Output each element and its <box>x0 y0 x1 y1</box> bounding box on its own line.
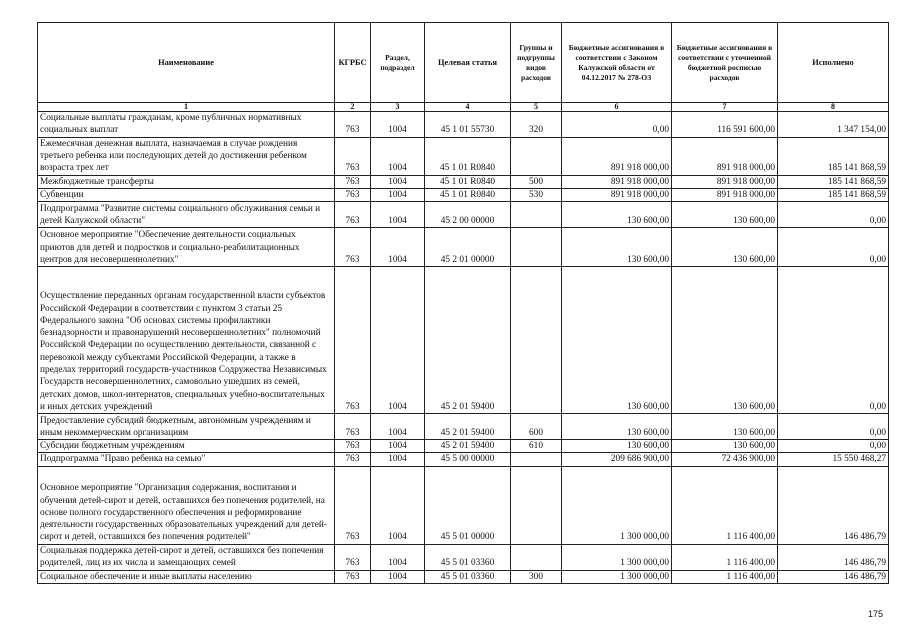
cell-name: Ежемесячная денежная выплата, назначаемая в случае рождения третьего ребенка или последующих детей до достижения ребенком возраста трех лет <box>38 137 335 175</box>
header-assign-law: Бюджетные ассигнования в соответствии с Законом Калужской области от 04.12.2017 № 278-ОЗ <box>562 23 672 103</box>
cell-law: 0,00 <box>562 112 672 138</box>
cell-kgrbs: 763 <box>335 440 371 453</box>
cell-adjusted: 130 600,00 <box>672 414 778 440</box>
cell-executed: 0,00 <box>778 202 889 228</box>
cell-executed: 0,00 <box>778 228 889 267</box>
cell-name: Предоставление субсидий бюджетным, автономным учреждениям и иным некоммерческим организациям <box>38 414 335 440</box>
cell-section: 1004 <box>371 228 425 267</box>
cell-kgrbs: 763 <box>335 228 371 267</box>
cell-kgrbs: 763 <box>335 202 371 228</box>
cell-executed: 15 550 468,27 <box>778 453 889 466</box>
cell-law: 130 600,00 <box>562 202 672 228</box>
cell-target: 45 5 00 00000 <box>425 453 511 466</box>
cell-section: 1004 <box>371 112 425 138</box>
table-row <box>38 188 889 201</box>
cell-executed: 185 141 868,59 <box>778 188 889 201</box>
cell-groups <box>511 202 562 228</box>
cell-target: 45 1 01 R0840 <box>425 188 511 201</box>
cell-section: 1004 <box>371 414 425 440</box>
cell-target: 45 2 01 00000 <box>425 228 511 267</box>
cell-name: Субсидии бюджетным учреждениям <box>38 440 335 453</box>
header-target: Целевая статья <box>425 23 511 103</box>
cell-name: Подпрограмма "Развитие системы социального обслуживания семьи и детей Калужской области" <box>38 202 335 228</box>
cell-target: 45 5 01 03360 <box>425 544 511 570</box>
table-row <box>38 175 889 188</box>
cell-kgrbs: 763 <box>335 112 371 138</box>
cell-groups: 600 <box>511 414 562 440</box>
cell-kgrbs: 763 <box>335 544 371 570</box>
cell-law: 130 600,00 <box>562 414 672 440</box>
cell-section: 1004 <box>371 188 425 201</box>
column-number: 6 <box>562 103 672 112</box>
cell-kgrbs: 763 <box>335 414 371 440</box>
table-row <box>38 466 889 544</box>
cell-law: 1 300 000,00 <box>562 466 672 544</box>
cell-adjusted: 130 600,00 <box>672 440 778 453</box>
column-number: 7 <box>672 103 778 112</box>
cell-kgrbs: 763 <box>335 570 371 583</box>
table-row <box>38 267 889 414</box>
budget-table <box>37 22 889 584</box>
cell-groups <box>511 466 562 544</box>
table-body <box>38 112 889 584</box>
cell-executed: 185 141 868,59 <box>778 137 889 175</box>
cell-section: 1004 <box>371 440 425 453</box>
table-row <box>38 137 889 175</box>
cell-target: 45 2 01 59400 <box>425 440 511 453</box>
cell-adjusted: 1 116 400,00 <box>672 570 778 583</box>
cell-executed: 1 347 154,00 <box>778 112 889 138</box>
cell-groups <box>511 544 562 570</box>
table-row <box>38 570 889 583</box>
cell-law: 891 918 000,00 <box>562 137 672 175</box>
column-number-row <box>38 103 889 112</box>
header-executed: Исполнено <box>778 23 889 103</box>
cell-target: 45 5 01 03360 <box>425 570 511 583</box>
cell-law: 130 600,00 <box>562 267 672 414</box>
cell-kgrbs: 763 <box>335 137 371 175</box>
cell-adjusted: 891 918 000,00 <box>672 188 778 201</box>
cell-adjusted: 116 591 600,00 <box>672 112 778 138</box>
cell-adjusted: 891 918 000,00 <box>672 175 778 188</box>
header-name: Наименование <box>38 23 335 103</box>
cell-law: 130 600,00 <box>562 440 672 453</box>
cell-executed: 0,00 <box>778 440 889 453</box>
cell-groups: 300 <box>511 570 562 583</box>
cell-target: 45 1 01 55730 <box>425 112 511 138</box>
cell-kgrbs: 763 <box>335 267 371 414</box>
cell-law: 891 918 000,00 <box>562 188 672 201</box>
cell-target: 45 2 00 00000 <box>425 202 511 228</box>
cell-kgrbs: 763 <box>335 188 371 201</box>
cell-law: 1 300 000,00 <box>562 544 672 570</box>
cell-name: Социальная поддержка детей-сирот и детей, оставшихся без попечения родителей, лиц из их числа и замещающих семей <box>38 544 335 570</box>
cell-name: Подпрограмма "Право ребенка на семью" <box>38 453 335 466</box>
cell-adjusted: 130 600,00 <box>672 267 778 414</box>
cell-adjusted: 130 600,00 <box>672 202 778 228</box>
cell-groups: 320 <box>511 112 562 138</box>
cell-law: 891 918 000,00 <box>562 175 672 188</box>
cell-name: Основное мероприятие "Обеспечение деятельности социальных приютов для детей и подростков и социально-реабилитационных центров для несовершеннолетних" <box>38 228 335 267</box>
table-row <box>38 112 889 138</box>
column-number: 3 <box>371 103 425 112</box>
cell-executed: 185 141 868,59 <box>778 175 889 188</box>
table-row <box>38 202 889 228</box>
column-number: 5 <box>511 103 562 112</box>
cell-law: 130 600,00 <box>562 228 672 267</box>
column-number: 8 <box>778 103 889 112</box>
column-number: 2 <box>335 103 371 112</box>
cell-section: 1004 <box>371 466 425 544</box>
cell-target: 45 1 01 R0840 <box>425 137 511 175</box>
page-number: 175 <box>868 609 884 619</box>
cell-law: 209 686 900,00 <box>562 453 672 466</box>
cell-name: Основное мероприятие "Организация содержания, воспитания и обучения детей-сирот и детей, оставшихся без попечения родителей, на основе полного государственного обеспечения и реформирование деятельности государственных образовательных учреждений для детей-сирот и детей, оставшихся без попечения родителей" <box>38 466 335 544</box>
cell-groups: 500 <box>511 175 562 188</box>
cell-section: 1004 <box>371 570 425 583</box>
cell-law: 1 300 000,00 <box>562 570 672 583</box>
header-row <box>38 23 889 103</box>
cell-target: 45 5 01 00000 <box>425 466 511 544</box>
header-groups: Группы и подгруппы видов расходов <box>511 23 562 103</box>
table-row <box>38 228 889 267</box>
cell-kgrbs: 763 <box>335 175 371 188</box>
cell-target: 45 2 01 59400 <box>425 414 511 440</box>
table-row <box>38 440 889 453</box>
cell-name: Осуществление переданных органам государственной власти субъектов Российской Федерации в соответствии с пунктом 3 статьи 25 Федерального закона "Об основах системы профилактики безнадзорности и правонарушений несовершеннолетних" полномочий Российской Федерации по осуществлению деятельности, связанной с перевозкой между субъектами Российской Федерации, а также в пределах территорий государств-участников Содружества Независимых Государств несовершеннолетних, самовольно ушедших из семей, детских домов, школ-интернатов, специальных учебно-воспитательных и иных детских учреждений <box>38 267 335 414</box>
cell-kgrbs: 763 <box>335 466 371 544</box>
table-row <box>38 453 889 466</box>
cell-name: Социальные выплаты гражданам, кроме публичных нормативных социальных выплат <box>38 112 335 138</box>
cell-groups <box>511 137 562 175</box>
cell-groups <box>511 228 562 267</box>
cell-section: 1004 <box>371 267 425 414</box>
table-row <box>38 414 889 440</box>
cell-section: 1004 <box>371 175 425 188</box>
cell-name: Субвенции <box>38 188 335 201</box>
column-number: 1 <box>38 103 335 112</box>
cell-groups <box>511 453 562 466</box>
cell-groups <box>511 267 562 414</box>
header-kgrbs: КГРБС <box>335 23 371 103</box>
cell-section: 1004 <box>371 202 425 228</box>
cell-executed: 146 486,79 <box>778 544 889 570</box>
cell-name: Социальное обеспечение и иные выплаты населению <box>38 570 335 583</box>
cell-groups: 530 <box>511 188 562 201</box>
cell-adjusted: 72 436 900,00 <box>672 453 778 466</box>
cell-adjusted: 130 600,00 <box>672 228 778 267</box>
cell-kgrbs: 763 <box>335 453 371 466</box>
cell-executed: 0,00 <box>778 267 889 414</box>
cell-adjusted: 1 116 400,00 <box>672 466 778 544</box>
cell-adjusted: 1 116 400,00 <box>672 544 778 570</box>
cell-target: 45 2 01 59400 <box>425 267 511 414</box>
table-row <box>38 544 889 570</box>
cell-groups: 610 <box>511 440 562 453</box>
cell-adjusted: 891 918 000,00 <box>672 137 778 175</box>
cell-section: 1004 <box>371 137 425 175</box>
header-section: Раздел, подраздел <box>371 23 425 103</box>
cell-section: 1004 <box>371 453 425 466</box>
cell-executed: 146 486,79 <box>778 570 889 583</box>
cell-name: Межбюджетные трансферты <box>38 175 335 188</box>
cell-section: 1004 <box>371 544 425 570</box>
cell-target: 45 1 01 R0840 <box>425 175 511 188</box>
header-assign-adjusted: Бюджетные ассигнования в соответствии с уточненной бюджетной росписью расходов <box>672 23 778 103</box>
cell-executed: 146 486,79 <box>778 466 889 544</box>
column-number: 4 <box>425 103 511 112</box>
cell-executed: 0,00 <box>778 414 889 440</box>
